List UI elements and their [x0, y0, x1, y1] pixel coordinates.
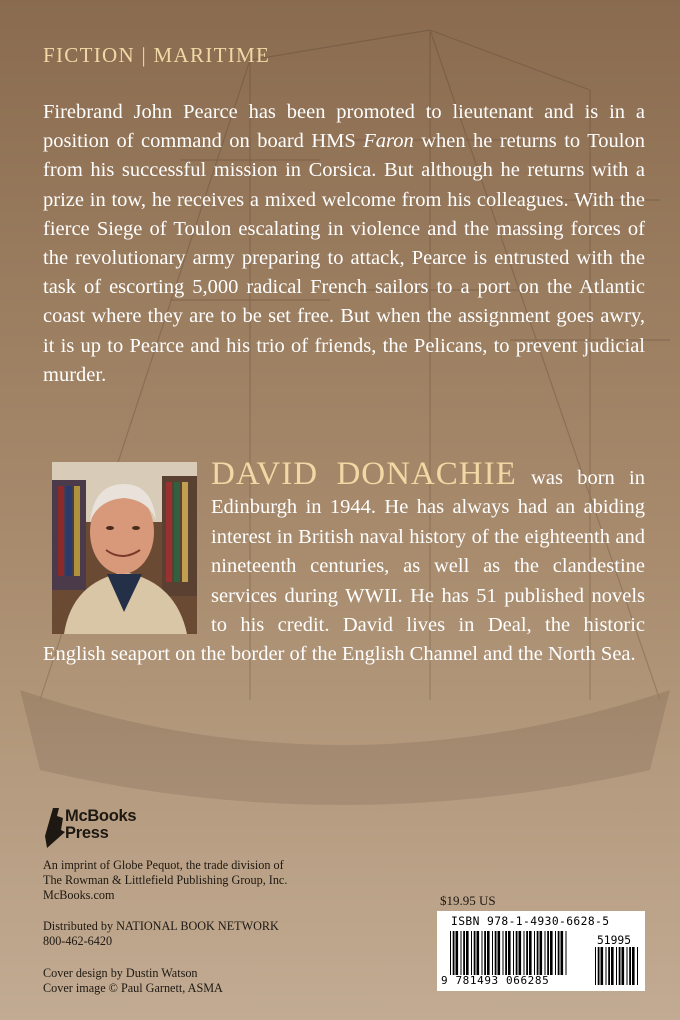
- author-name: DAVID DONACHIE: [211, 456, 517, 492]
- cover-design-credit: Cover design by Dustin Watson: [43, 966, 198, 980]
- distributor-phone: 800-462-6420: [43, 934, 113, 948]
- barcode-bar: [461, 931, 462, 975]
- barcode-bar: [456, 931, 459, 975]
- barcode-bar: [487, 931, 490, 975]
- publisher-info-line: The Rowman & Littlefield Publishing Group, Inc.: [43, 873, 288, 887]
- barcode-bar: [505, 931, 507, 975]
- ean-digits: 9 781493 066285: [441, 974, 550, 987]
- barcode-bar: [595, 947, 596, 985]
- publisher-website: McBooks.com: [43, 888, 115, 902]
- barcode-bar: [519, 931, 522, 975]
- cover-credits: [43, 966, 223, 996]
- barcode: [437, 911, 645, 991]
- price-label: $19.95 US: [440, 893, 496, 908]
- barcode-bar: [632, 947, 635, 985]
- barcode-bar: [545, 931, 546, 975]
- barcode-bar: [474, 931, 476, 975]
- barcode-bar: [463, 931, 465, 975]
- barcode-bar: [529, 931, 532, 975]
- barcode-bar: [498, 931, 501, 975]
- author-bio: [43, 456, 645, 670]
- barcode-bar: [466, 931, 469, 975]
- barcode-bar: [561, 931, 564, 975]
- barcode-bar: [629, 947, 631, 985]
- description-text-end: when he returns to Toulon from his successful mission in Corsica. But although he returns with a prize in tow, he receives a mixed welcome from his colleagues. With the fierce Siege of Toulon escalating in violence and the massing forces of the revolutionary army preparing to attack, Pearce is entrusted with the task of escorting 5,000 radical French sailors to a port on the Atlantic coast where they are to be set free. But when the assignment goes awry, it is up to Pearce and his trio of friends, the Pelicans, to prevent judicial murder.: [43, 130, 645, 386]
- barcode-bar: [526, 931, 528, 975]
- barcode-bar: [534, 931, 535, 975]
- barcode-bar: [627, 947, 628, 985]
- barcode-bar: [606, 947, 607, 985]
- barcode-bar: [537, 931, 539, 975]
- barcode-bar: [450, 931, 451, 975]
- barcode-bars-main: [450, 931, 568, 975]
- barcode-addon-number: 51995: [597, 934, 632, 947]
- publisher-info-line: An imprint of Globe Pequot, the trade division of: [43, 858, 284, 872]
- barcode-bar: [601, 947, 604, 985]
- barcode-bar: [566, 931, 567, 975]
- barcode-bar: [482, 931, 483, 975]
- barcode-bar: [495, 931, 497, 975]
- cover-image-credit: Cover image © Paul Garnett, ASMA: [43, 981, 223, 995]
- barcode-bar: [540, 931, 543, 975]
- barcode-bar: [524, 931, 525, 975]
- barcode-bar: [611, 947, 614, 985]
- barcode-bar: [547, 931, 549, 975]
- barcode-bar: [503, 931, 504, 975]
- distribution-info: [43, 919, 279, 949]
- publisher-logo: [43, 806, 163, 850]
- barcode-bar: [608, 947, 610, 985]
- barcode-bar: [558, 931, 560, 975]
- author-bio-text: was born in Edinburgh in 1944. He has always had an abiding interest in British naval history of the eighteenth and nineteenth centuries, as well as the clandestine services during WWII. He has 51 published novels to his credit. David lives in Deal, the historic English seaport on the border of the English Channel and the North Sea.: [43, 467, 645, 666]
- barcode-bar: [616, 947, 617, 985]
- barcode-bar: [513, 931, 514, 975]
- barcode-bar: [477, 931, 480, 975]
- genre-label: FICTION | MARITIME: [43, 43, 271, 67]
- logo-line2: Press: [65, 824, 109, 842]
- book-description: [43, 98, 645, 390]
- isbn-label: ISBN 978-1-4930-6628-5: [451, 915, 610, 928]
- barcode-bar: [598, 947, 600, 985]
- logo-line1: McBooks: [65, 807, 137, 825]
- barcode-bar: [516, 931, 518, 975]
- description-text-start: Firebrand John Pearce has been promoted to lieutenant and is in a position of command on board HMS: [43, 101, 645, 153]
- barcode-bar: [471, 931, 472, 975]
- barcode-bar: [619, 947, 621, 985]
- publisher-info: [43, 858, 287, 903]
- barcode-bar: [550, 931, 553, 975]
- barcode-bar: [484, 931, 486, 975]
- ship-name: Faron: [363, 130, 414, 153]
- barcode-bar: [453, 931, 455, 975]
- barcode-bar: [637, 947, 638, 985]
- distributor-line: Distributed by NATIONAL BOOK NETWORK: [43, 919, 279, 933]
- barcode-bars-addon: [595, 947, 639, 985]
- ship-logo-icon: [43, 806, 67, 850]
- barcode-bar: [622, 947, 625, 985]
- barcode-bar: [508, 931, 511, 975]
- barcode-bar: [492, 931, 493, 975]
- barcode-bar: [555, 931, 556, 975]
